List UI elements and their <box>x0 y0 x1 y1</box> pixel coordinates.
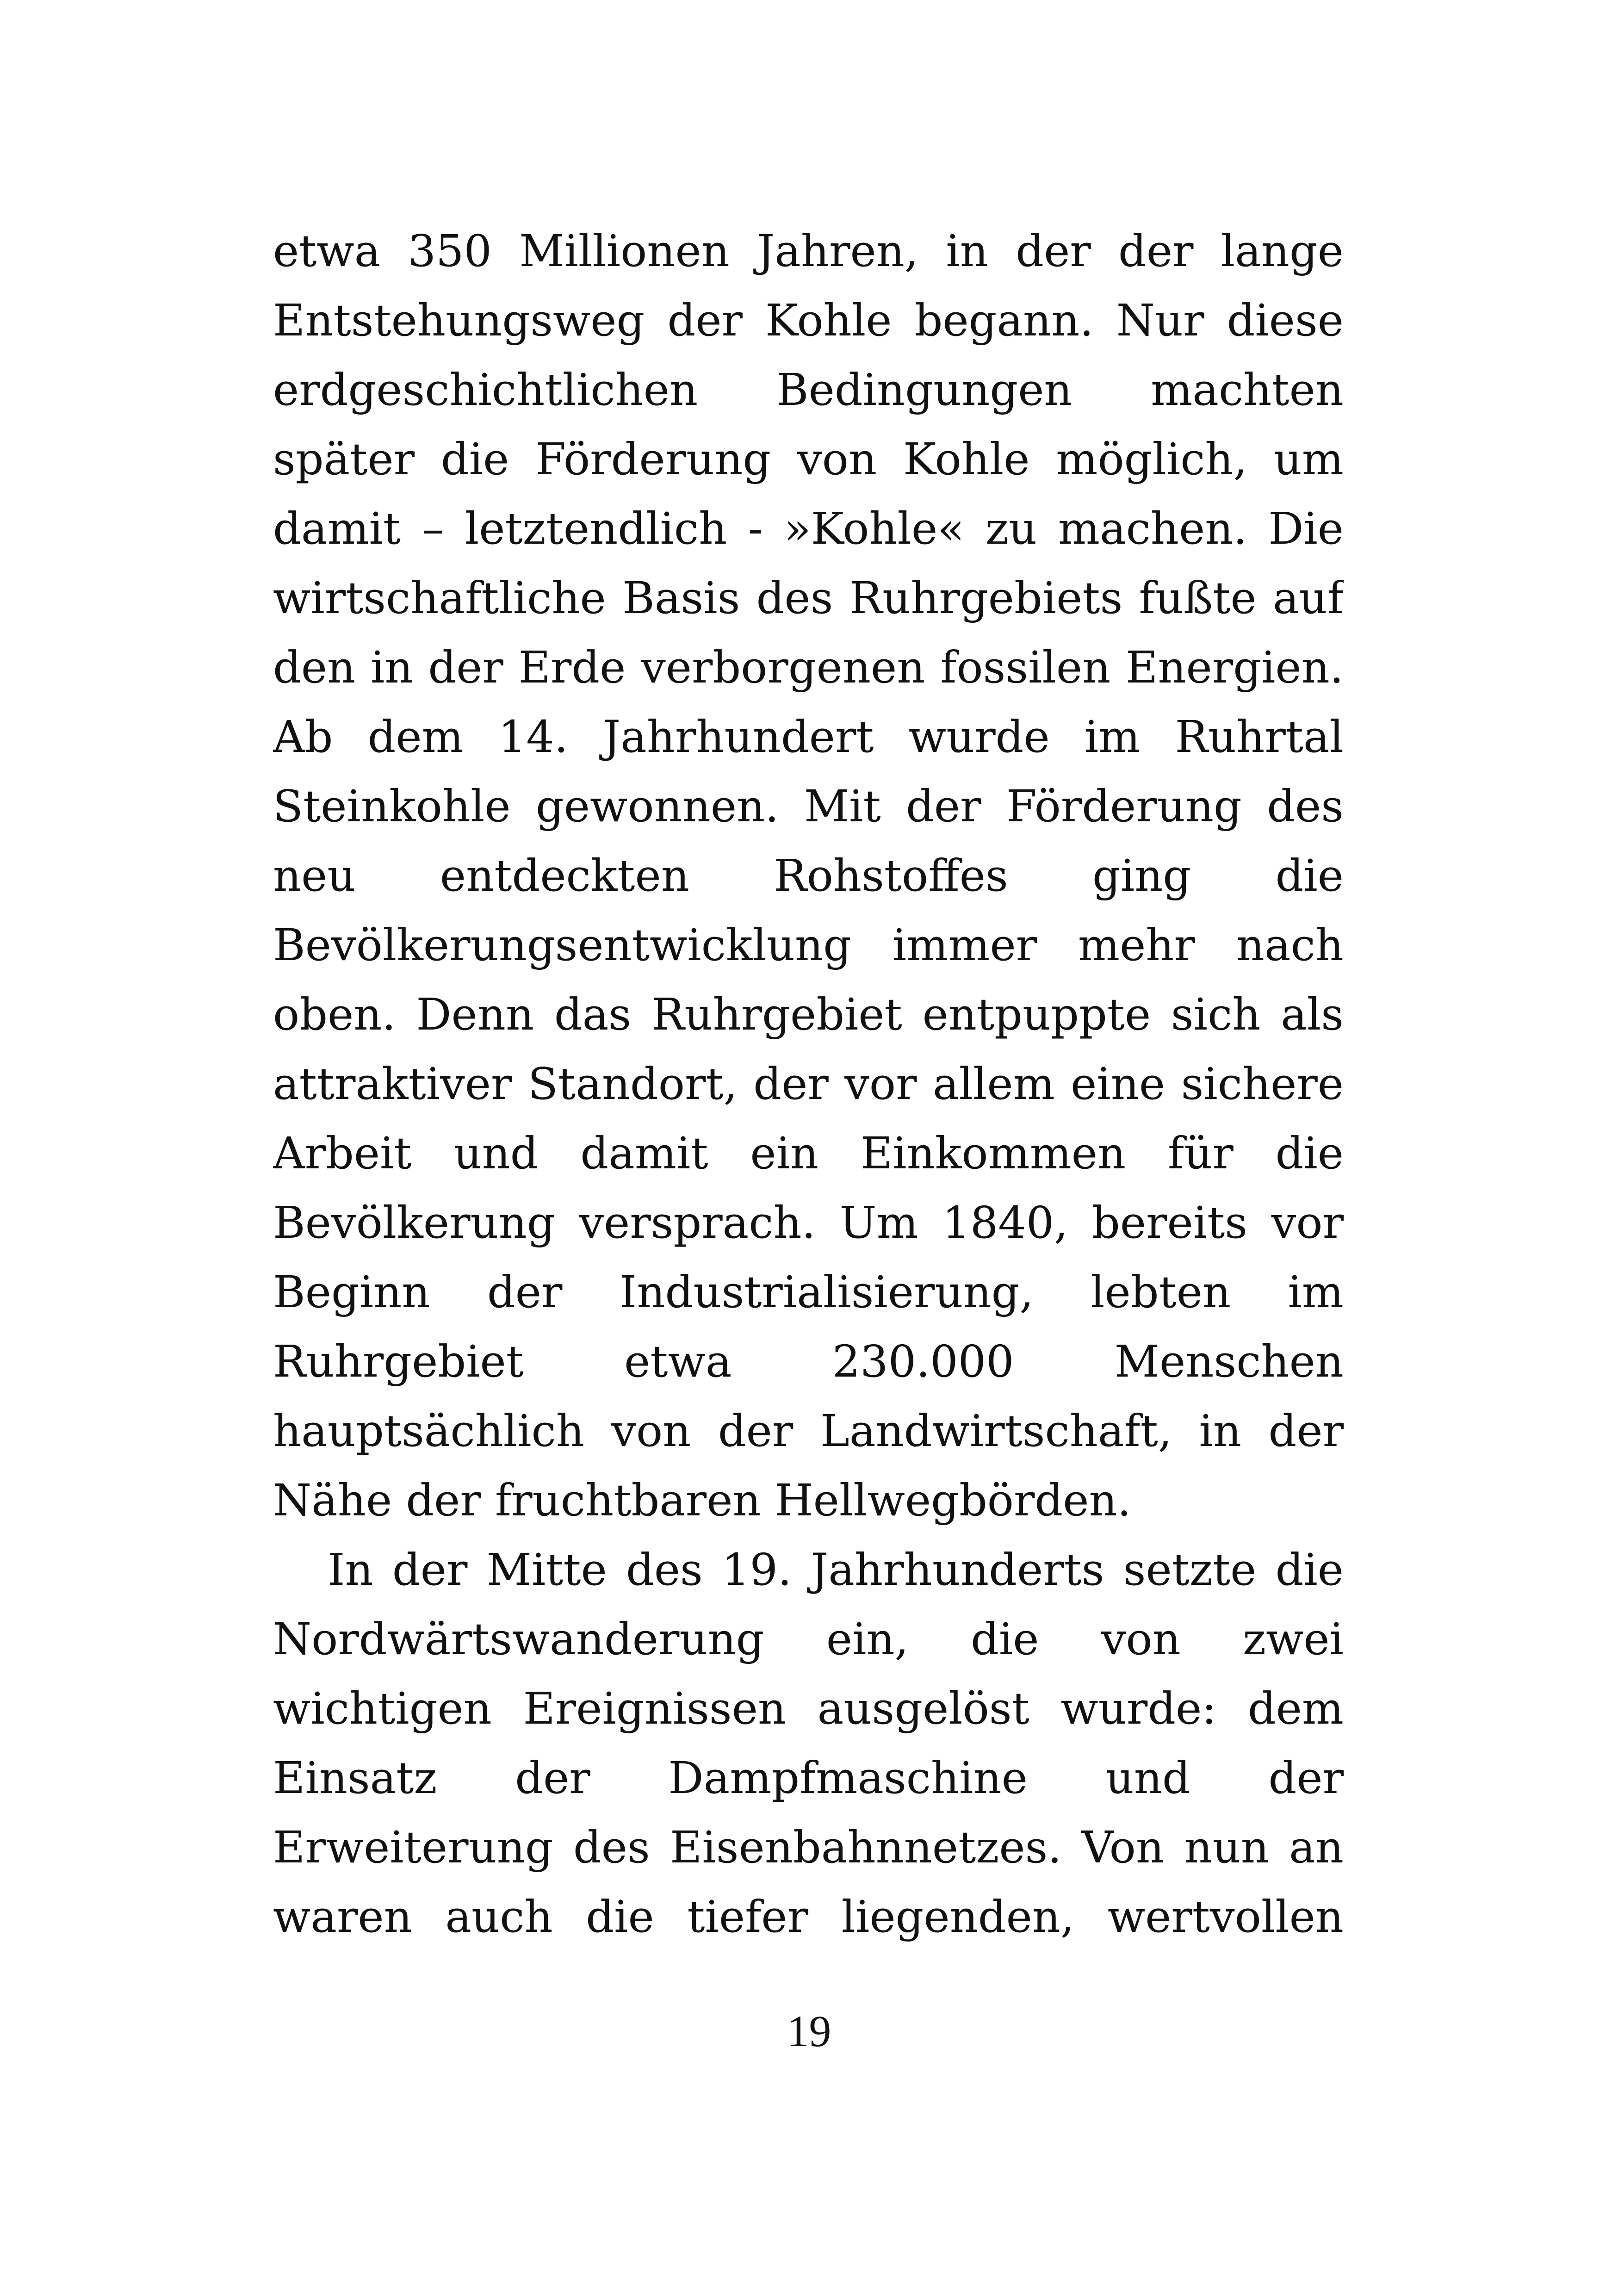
text-line: Arbeit und damit ein Einkommen für die <box>273 1128 1344 1179</box>
text-line: den in der Erde verborgenen fossilen Energien. <box>273 642 1344 693</box>
text-line: wirtschaftliche Basis des Ruhrgebiets fußte auf <box>273 573 1344 624</box>
text-line: hauptsächlich von der Landwirtschaft, in der <box>273 1406 1344 1457</box>
text-line: Entstehungsweg der Kohle begann. Nur diese <box>273 295 1344 346</box>
text-line: etwa 350 Millionen Jahren, in der der lange <box>273 226 1344 277</box>
text-line: waren auch die tiefer liegenden, wertvollen <box>273 1892 1344 1942</box>
text-line: Erweiterung des Eisenbahnnetzes. Von nun an <box>273 1822 1344 1873</box>
text-line: In der Mitte des 19. Jahrhunderts setzte die <box>328 1545 1344 1595</box>
text-line: Beginn der Industrialisierung, lebten im <box>273 1267 1344 1318</box>
text-line: Bevölkerungsentwicklung immer mehr nach <box>273 920 1344 971</box>
paragraph <box>273 1535 1344 1952</box>
text-line: später die Förderung von Kohle möglich, um <box>273 434 1344 485</box>
text-line: oben. Denn das Ruhrgebiet entpuppte sich als <box>273 989 1344 1040</box>
text-line: Ab dem 14. Jahrhundert wurde im Ruhrtal <box>273 712 1344 763</box>
text-line: Bevölkerung versprach. Um 1840, bereits vor <box>273 1198 1344 1248</box>
text-line: Einsatz der Dampfmaschine und der <box>273 1753 1344 1804</box>
body-text <box>273 217 1344 1952</box>
text-line: erdgeschichtlichen Bedingungen machten <box>273 365 1344 416</box>
paragraph <box>273 217 1344 1535</box>
text-line: neu entdeckten Rohstoffes ging die <box>273 850 1344 901</box>
text-line: Ruhrgebiet etwa 230.000 Menschen <box>273 1336 1344 1387</box>
text-line: damit – letztendlich - »Kohle« zu machen. Die <box>273 503 1344 554</box>
text-line: Nähe der fruchtbaren Hellwegbörden. <box>273 1475 1131 1526</box>
page-number: 19 <box>787 2006 831 2056</box>
text-line: Steinkohle gewonnen. Mit der Förderung des <box>273 781 1344 832</box>
text-line: Nordwärtswanderung ein, die von zwei <box>273 1614 1344 1665</box>
text-line: wichtigen Ereignissen ausgelöst wurde: dem <box>273 1683 1344 1734</box>
text-line: attraktiver Standort, der vor allem eine sichere <box>273 1059 1344 1110</box>
